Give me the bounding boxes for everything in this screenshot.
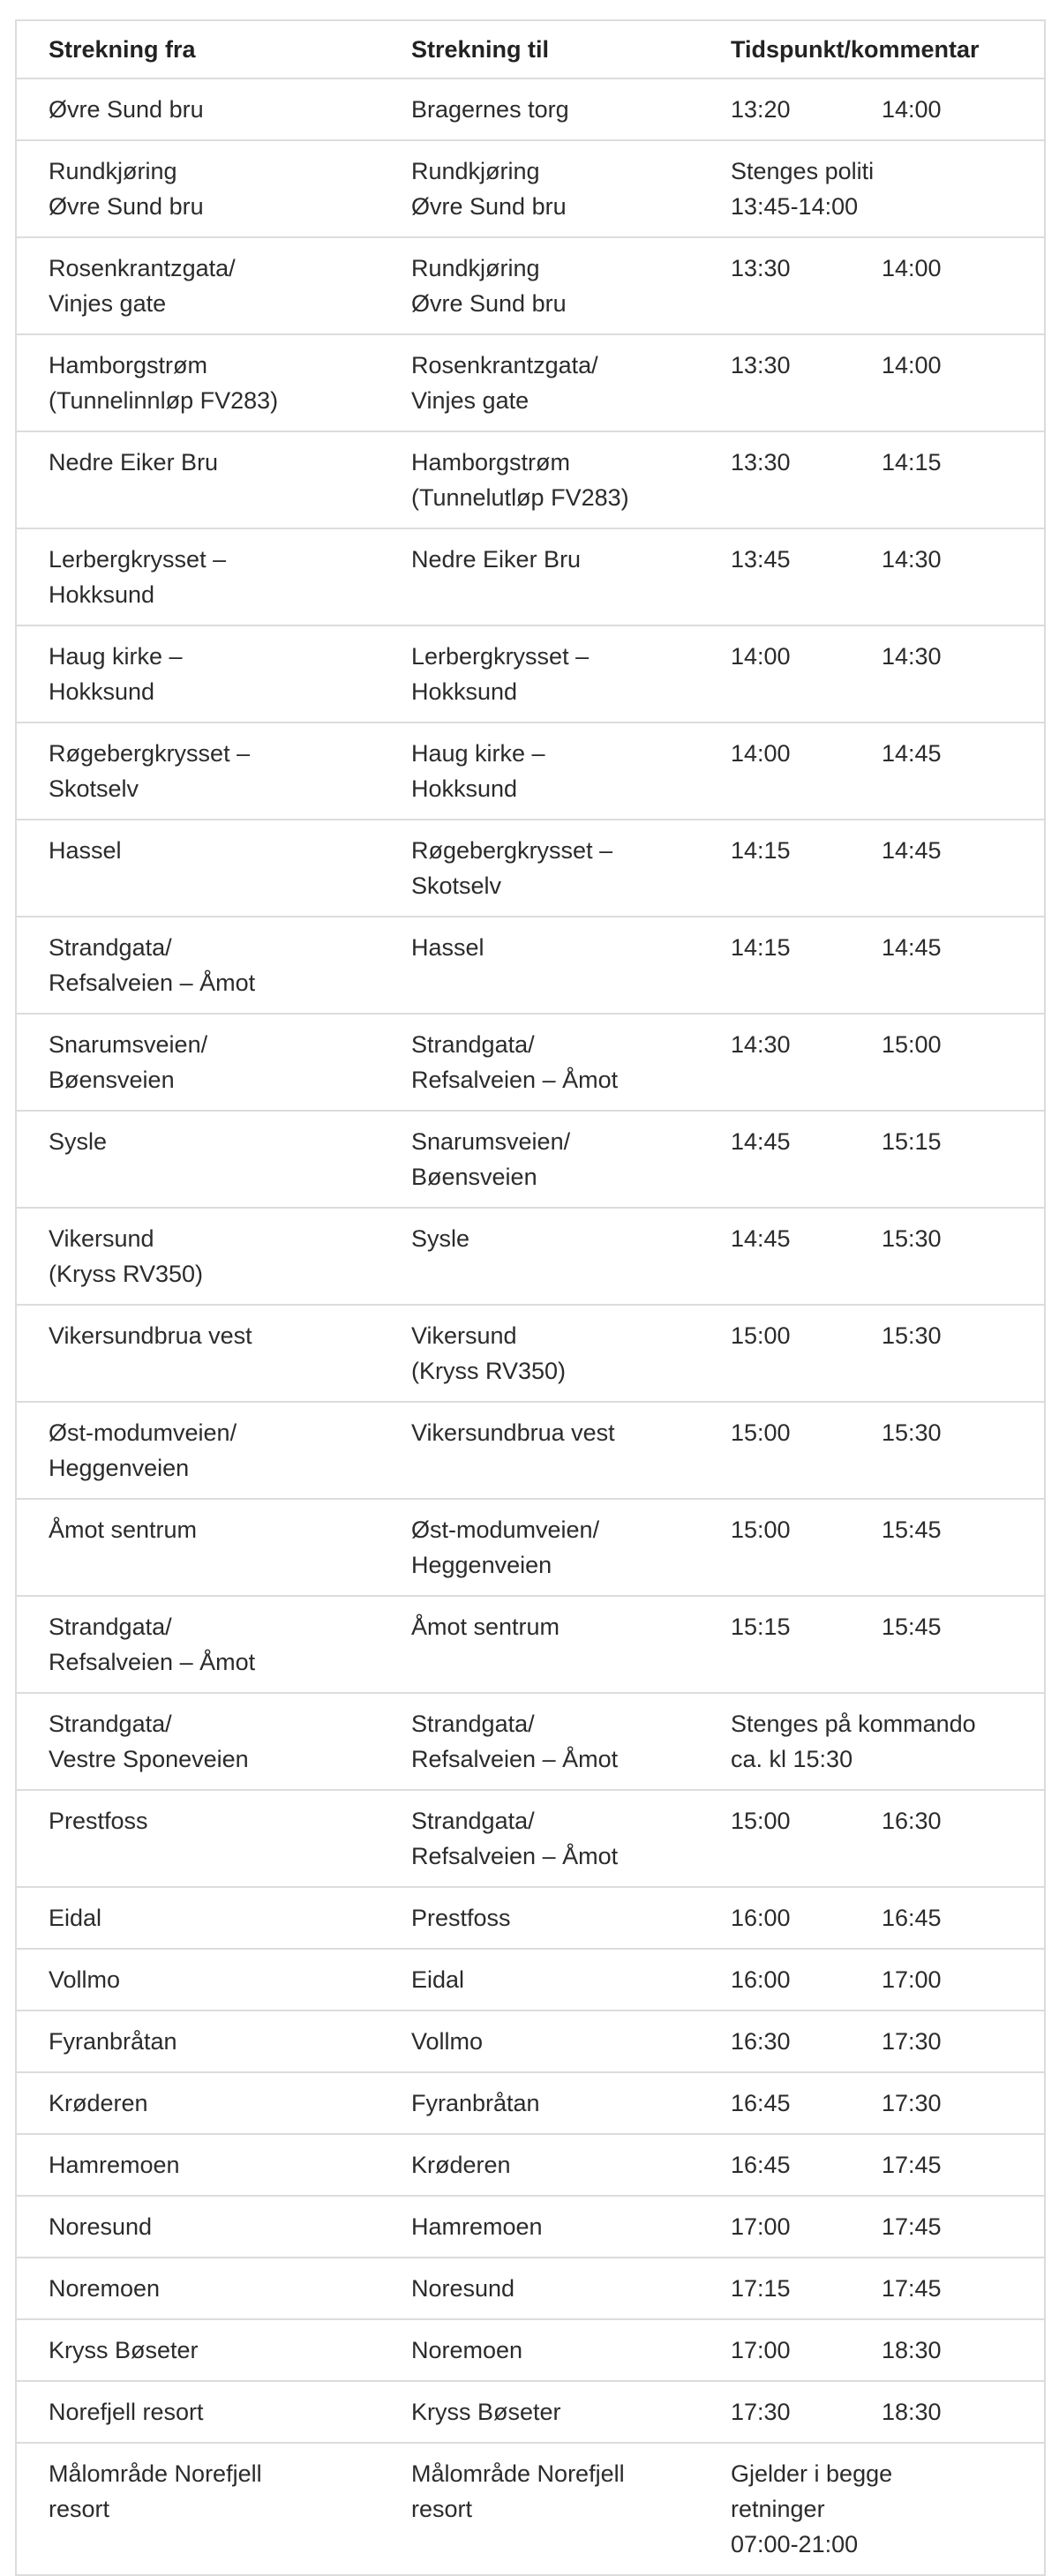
cell-from-line: Vinjes gate — [49, 290, 167, 317]
cell-time-end — [876, 79, 1045, 140]
cell-from-line: Røgebergkrysset – — [49, 740, 251, 767]
cell-comment-line: 07:00-21:00 — [731, 2531, 859, 2557]
cell-from-line: Øst-modumveien/ — [49, 1419, 237, 1446]
cell-from-line: Bøensveien — [49, 1067, 175, 1093]
cell-to — [379, 1887, 708, 1949]
cell-from-line: Haug kirke – — [49, 643, 183, 670]
cell-comment-line: ca. kl 15:30 — [731, 1746, 853, 1772]
cell-to-line: Målområde Norefjell — [411, 2460, 625, 2487]
cell-time-start — [708, 1499, 876, 1596]
cell-time-end-line: 16:30 — [882, 1808, 942, 1834]
cell-to-line: Strandgata/ — [411, 1808, 535, 1834]
cell-from — [16, 723, 379, 820]
cell-to-line: Noresund — [411, 2275, 515, 2302]
cell-time-start — [708, 1887, 876, 1949]
cell-from — [16, 625, 379, 723]
cell-time-end-line: 15:30 — [882, 1322, 942, 1349]
cell-to-line: Sysle — [411, 1225, 470, 1252]
cell-time-start — [708, 1305, 876, 1402]
cell-from — [16, 1499, 379, 1596]
cell-to-line: Bragernes torg — [411, 96, 569, 123]
cell-to-line: Nedre Eiker Bru — [411, 546, 582, 573]
table-row — [16, 2196, 1045, 2258]
cell-to — [379, 2196, 708, 2258]
cell-from — [16, 1111, 379, 1208]
cell-from — [16, 1790, 379, 1887]
cell-from — [16, 2443, 379, 2575]
table-row — [16, 1014, 1045, 1111]
cell-time-start — [708, 2072, 876, 2134]
table-row — [16, 2134, 1045, 2196]
header-time: Tidspunkt/kommentar — [708, 20, 1045, 79]
cell-to — [379, 79, 708, 140]
table-row — [16, 1208, 1045, 1305]
cell-time-start-line: 13:20 — [731, 96, 791, 123]
cell-to — [379, 334, 708, 431]
table-row — [16, 2072, 1045, 2134]
cell-from-line: Hamremoen — [49, 2152, 180, 2178]
cell-to-line: Øst-modumveien/ — [411, 1516, 600, 1543]
cell-time-start-line: 16:00 — [731, 1966, 791, 1993]
cell-from-line: Vikersundbrua vest — [49, 1322, 252, 1349]
cell-from — [16, 1693, 379, 1790]
cell-from-line: Hokksund — [49, 581, 155, 608]
cell-to-line: (Kryss RV350) — [411, 1358, 567, 1384]
cell-time-start-line: 14:45 — [731, 1225, 791, 1252]
cell-to — [379, 1596, 708, 1693]
cell-to-line: Refsalveien – Åmot — [411, 1843, 619, 1869]
cell-to-line: Kryss Bøseter — [411, 2399, 561, 2425]
cell-from-line: Sysle — [49, 1128, 108, 1155]
cell-from-line: resort — [49, 2496, 110, 2522]
cell-from — [16, 2381, 379, 2443]
cell-to-line: Snarumsveien/ — [411, 1128, 571, 1155]
cell-time-start-line: 13:30 — [731, 449, 791, 476]
cell-to-line: Strandgata/ — [411, 1711, 535, 1737]
route-table-container — [15, 19, 1044, 2576]
table-row — [16, 140, 1045, 237]
cell-time-end — [876, 1596, 1045, 1693]
cell-from — [16, 2319, 379, 2381]
cell-to — [379, 2319, 708, 2381]
cell-to-line: Bøensveien — [411, 1164, 537, 1190]
route-table — [15, 19, 1046, 2576]
cell-from — [16, 1402, 379, 1499]
cell-from — [16, 334, 379, 431]
cell-time-end-line: 14:30 — [882, 546, 942, 573]
cell-from-line: Norefjell resort — [49, 2399, 204, 2425]
cell-to — [379, 2011, 708, 2072]
cell-time-start — [708, 431, 876, 528]
cell-comment-line: Stenges politi — [731, 158, 875, 184]
cell-from-line: Åmot sentrum — [49, 1516, 198, 1543]
table-row — [16, 237, 1045, 334]
cell-to-line: Hamborgstrøm — [411, 449, 571, 476]
cell-from-line: Hassel — [49, 837, 122, 864]
cell-to-line: Hamremoen — [411, 2213, 543, 2240]
cell-time-end-line: 17:45 — [882, 2152, 942, 2178]
table-row — [16, 625, 1045, 723]
cell-time-start-line: 14:00 — [731, 740, 791, 767]
cell-time-end-line: 14:00 — [882, 352, 942, 378]
cell-from-line: Refsalveien – Åmot — [49, 970, 256, 996]
cell-time-end — [876, 2072, 1045, 2134]
cell-to-line: Vikersund — [411, 1322, 517, 1349]
cell-from-line: Øvre Sund bru — [49, 96, 204, 123]
table-row — [16, 431, 1045, 528]
cell-to — [379, 140, 708, 237]
cell-time-start — [708, 1014, 876, 1111]
cell-to-line: Haug kirke – — [411, 740, 545, 767]
table-row — [16, 1111, 1045, 1208]
cell-to-line: Krøderen — [411, 2152, 511, 2178]
cell-to — [379, 1111, 708, 1208]
cell-to-line: Øvre Sund bru — [411, 193, 567, 220]
cell-from-line: Eidal — [49, 1905, 102, 1931]
cell-time-end — [876, 1208, 1045, 1305]
table-row — [16, 2011, 1045, 2072]
cell-time-start — [708, 1111, 876, 1208]
cell-time-end — [876, 2011, 1045, 2072]
cell-from-line: Nedre Eiker Bru — [49, 449, 219, 476]
table-row — [16, 2258, 1045, 2319]
cell-time-end — [876, 431, 1045, 528]
cell-from — [16, 1208, 379, 1305]
cell-from-line: (Kryss RV350) — [49, 1261, 204, 1287]
table-row — [16, 1949, 1045, 2011]
table-row — [16, 2443, 1045, 2575]
table-row — [16, 1305, 1045, 1402]
cell-from-line: Krøderen — [49, 2090, 148, 2116]
cell-to — [379, 723, 708, 820]
cell-time-start-line: 16:45 — [731, 2152, 791, 2178]
cell-time-end-line: 14:15 — [882, 449, 942, 476]
table-row — [16, 917, 1045, 1014]
cell-from — [16, 1949, 379, 2011]
cell-comment — [708, 1693, 1045, 1790]
cell-time-end — [876, 2258, 1045, 2319]
cell-from-line: Skotselv — [49, 775, 139, 802]
cell-from — [16, 431, 379, 528]
cell-time-start-line: 16:00 — [731, 1905, 791, 1931]
cell-from-line: Kryss Bøseter — [49, 2337, 199, 2363]
cell-to — [379, 1014, 708, 1111]
cell-time-end — [876, 2134, 1045, 2196]
cell-time-end-line: 18:30 — [882, 2337, 942, 2363]
cell-time-end-line: 14:45 — [882, 934, 942, 961]
header-to: Strekning til — [379, 20, 708, 79]
cell-from — [16, 2072, 379, 2134]
table-row — [16, 334, 1045, 431]
cell-time-start — [708, 625, 876, 723]
cell-time-start — [708, 1790, 876, 1887]
table-row — [16, 1790, 1045, 1887]
cell-to-line: Hokksund — [411, 678, 518, 705]
cell-comment-line: Stenges på kommando — [731, 1711, 976, 1737]
cell-to — [379, 2381, 708, 2443]
table-row — [16, 2319, 1045, 2381]
cell-time-end-line: 17:45 — [882, 2275, 942, 2302]
cell-time-start — [708, 2011, 876, 2072]
cell-time-start-line: 13:45 — [731, 546, 791, 573]
cell-time-start — [708, 723, 876, 820]
cell-time-end-line: 18:30 — [882, 2399, 942, 2425]
cell-time-end — [876, 1111, 1045, 1208]
cell-to — [379, 1790, 708, 1887]
cell-time-start-line: 14:45 — [731, 1128, 791, 1155]
cell-from-line: Snarumsveien/ — [49, 1031, 208, 1058]
cell-to — [379, 528, 708, 625]
cell-to-line: Lerbergkrysset – — [411, 643, 590, 670]
cell-to — [379, 1208, 708, 1305]
cell-from — [16, 237, 379, 334]
cell-time-start — [708, 917, 876, 1014]
cell-to — [379, 1499, 708, 1596]
cell-to-line: Vollmo — [411, 2028, 484, 2055]
cell-time-start — [708, 2134, 876, 2196]
cell-to-line: Fyranbråtan — [411, 2090, 540, 2116]
cell-from — [16, 1596, 379, 1693]
cell-time-start-line: 17:30 — [731, 2399, 791, 2425]
cell-to-line: Rundkjøring — [411, 158, 540, 184]
cell-time-start — [708, 1949, 876, 2011]
cell-time-start — [708, 528, 876, 625]
cell-time-end-line: 16:45 — [882, 1905, 942, 1931]
cell-to — [379, 1305, 708, 1402]
cell-time-start-line: 15:15 — [731, 1614, 791, 1640]
table-row — [16, 79, 1045, 140]
cell-from — [16, 917, 379, 1014]
cell-time-end-line: 14:45 — [882, 837, 942, 864]
cell-time-start-line: 15:00 — [731, 1808, 791, 1834]
cell-to-line: Vinjes gate — [411, 387, 530, 414]
cell-from — [16, 820, 379, 917]
cell-from — [16, 1014, 379, 1111]
cell-from-line: Fyranbråtan — [49, 2028, 177, 2055]
cell-from-line: Målområde Norefjell — [49, 2460, 262, 2487]
cell-comment-line: 13:45-14:00 — [731, 193, 859, 220]
table-row — [16, 1402, 1045, 1499]
table-row — [16, 723, 1045, 820]
cell-time-start — [708, 820, 876, 917]
cell-from-line: Noremoen — [49, 2275, 161, 2302]
cell-time-end-line: 17:00 — [882, 1966, 942, 1993]
cell-time-start-line: 14:15 — [731, 837, 791, 864]
cell-comment — [708, 2443, 1045, 2575]
cell-from-line: Heggenveien — [49, 1455, 190, 1481]
cell-to — [379, 431, 708, 528]
cell-to-line: Rundkjøring — [411, 255, 540, 281]
cell-from — [16, 140, 379, 237]
cell-time-end — [876, 1887, 1045, 1949]
cell-time-start-line: 16:30 — [731, 2028, 791, 2055]
table-row — [16, 2381, 1045, 2443]
cell-from-line: Vikersund — [49, 1225, 154, 1252]
cell-to-line: Rosenkrantzgata/ — [411, 352, 598, 378]
cell-time-end-line: 14:45 — [882, 740, 942, 767]
cell-to-line: (Tunnelutløp FV283) — [411, 484, 629, 511]
cell-from — [16, 79, 379, 140]
cell-to-line: resort — [411, 2496, 473, 2522]
cell-time-start — [708, 237, 876, 334]
cell-time-end-line: 15:30 — [882, 1225, 942, 1252]
cell-time-end — [876, 237, 1045, 334]
cell-from-line: Vollmo — [49, 1966, 121, 1993]
cell-time-start — [708, 2381, 876, 2443]
cell-time-end — [876, 820, 1045, 917]
cell-from-line: Rundkjøring — [49, 158, 177, 184]
cell-time-end-line: 15:45 — [882, 1516, 942, 1543]
cell-to-line: Røgebergkrysset – — [411, 837, 613, 864]
cell-to-line: Vikersundbrua vest — [411, 1419, 615, 1446]
cell-from-line: Øvre Sund bru — [49, 193, 204, 220]
cell-to-line: Heggenveien — [411, 1552, 552, 1578]
cell-time-start — [708, 2258, 876, 2319]
table-body — [16, 79, 1045, 2575]
cell-from — [16, 1887, 379, 1949]
cell-to — [379, 625, 708, 723]
cell-time-start — [708, 2319, 876, 2381]
table-row — [16, 820, 1045, 917]
cell-time-end — [876, 723, 1045, 820]
cell-from-line: Strandgata/ — [49, 934, 172, 961]
cell-to-line: Eidal — [411, 1966, 465, 1993]
cell-time-start — [708, 1402, 876, 1499]
cell-time-start-line: 13:30 — [731, 352, 791, 378]
cell-time-end-line: 17:30 — [882, 2090, 942, 2116]
cell-comment-line: Gjelder i begge — [731, 2460, 893, 2487]
cell-time-end-line: 15:45 — [882, 1614, 942, 1640]
cell-to — [379, 2443, 708, 2575]
cell-time-start — [708, 1596, 876, 1693]
cell-from-line: (Tunnelinnløp FV283) — [49, 387, 279, 414]
cell-to-line: Noremoen — [411, 2337, 523, 2363]
cell-from-line: Prestfoss — [49, 1808, 148, 1834]
cell-to-line: Refsalveien – Åmot — [411, 1067, 619, 1093]
cell-to — [379, 2134, 708, 2196]
cell-time-start-line: 16:45 — [731, 2090, 791, 2116]
cell-time-start — [708, 1208, 876, 1305]
cell-to-line: Hokksund — [411, 775, 518, 802]
cell-from — [16, 2011, 379, 2072]
table-header-row — [16, 20, 1045, 79]
cell-time-start — [708, 79, 876, 140]
cell-to-line: Prestfoss — [411, 1905, 511, 1931]
cell-time-end — [876, 1949, 1045, 2011]
cell-from — [16, 528, 379, 625]
cell-time-start-line: 15:00 — [731, 1516, 791, 1543]
cell-to-line: Skotselv — [411, 872, 502, 899]
cell-time-start-line: 13:30 — [731, 255, 791, 281]
cell-time-end — [876, 1014, 1045, 1111]
cell-time-start-line: 15:00 — [731, 1322, 791, 1349]
cell-from — [16, 2134, 379, 2196]
cell-time-start-line: 14:30 — [731, 1031, 791, 1058]
cell-time-end-line: 17:30 — [882, 2028, 942, 2055]
cell-time-end-line: 15:15 — [882, 1128, 942, 1155]
cell-time-end-line: 15:00 — [882, 1031, 942, 1058]
cell-time-start-line: 17:00 — [731, 2213, 791, 2240]
cell-to-line: Åmot sentrum — [411, 1614, 560, 1640]
cell-from-line: Vestre Sponeveien — [49, 1746, 249, 1772]
table-row — [16, 1596, 1045, 1693]
cell-from-line: Strandgata/ — [49, 1711, 172, 1737]
cell-to — [379, 1693, 708, 1790]
cell-to-line: Strandgata/ — [411, 1031, 535, 1058]
cell-to — [379, 917, 708, 1014]
cell-time-end — [876, 2196, 1045, 2258]
cell-from-line: Rosenkrantzgata/ — [49, 255, 236, 281]
cell-time-start — [708, 2196, 876, 2258]
cell-time-start-line: 14:15 — [731, 934, 791, 961]
cell-time-end-line: 14:00 — [882, 96, 942, 123]
table-row — [16, 1499, 1045, 1596]
cell-time-end — [876, 528, 1045, 625]
cell-time-start-line: 17:15 — [731, 2275, 791, 2302]
cell-time-start — [708, 334, 876, 431]
cell-time-end — [876, 2381, 1045, 2443]
cell-time-end — [876, 1790, 1045, 1887]
cell-from-line: Lerbergkrysset – — [49, 546, 227, 573]
cell-from — [16, 2258, 379, 2319]
cell-time-start-line: 14:00 — [731, 643, 791, 670]
cell-to — [379, 820, 708, 917]
cell-from-line: Hokksund — [49, 678, 155, 705]
cell-to — [379, 2258, 708, 2319]
cell-time-end — [876, 334, 1045, 431]
cell-from-line: Strandgata/ — [49, 1614, 172, 1640]
cell-comment — [708, 140, 1045, 237]
cell-to-line: Øvre Sund bru — [411, 290, 567, 317]
cell-time-end — [876, 1499, 1045, 1596]
cell-to — [379, 1949, 708, 2011]
header-from: Strekning fra — [16, 20, 379, 79]
cell-time-end — [876, 2319, 1045, 2381]
cell-from-line: Noresund — [49, 2213, 153, 2240]
cell-time-end-line: 14:00 — [882, 255, 942, 281]
cell-time-end-line: 15:30 — [882, 1419, 942, 1446]
cell-to-line: Refsalveien – Åmot — [411, 1746, 619, 1772]
cell-from-line: Hamborgstrøm — [49, 352, 208, 378]
cell-time-start-line: 15:00 — [731, 1419, 791, 1446]
cell-time-start-line: 17:00 — [731, 2337, 791, 2363]
cell-time-end-line: 14:30 — [882, 643, 942, 670]
cell-from — [16, 1305, 379, 1402]
cell-comment-line: retninger — [731, 2496, 825, 2522]
cell-to — [379, 237, 708, 334]
cell-from-line: Refsalveien – Åmot — [49, 1649, 256, 1675]
cell-to-line: Hassel — [411, 934, 484, 961]
cell-time-end — [876, 1402, 1045, 1499]
cell-to — [379, 1402, 708, 1499]
table-row — [16, 1693, 1045, 1790]
cell-time-end — [876, 1305, 1045, 1402]
table-row — [16, 1887, 1045, 1949]
cell-time-end — [876, 917, 1045, 1014]
table-row — [16, 528, 1045, 625]
cell-to — [379, 2072, 708, 2134]
cell-time-end — [876, 625, 1045, 723]
cell-time-end-line: 17:45 — [882, 2213, 942, 2240]
cell-from — [16, 2196, 379, 2258]
